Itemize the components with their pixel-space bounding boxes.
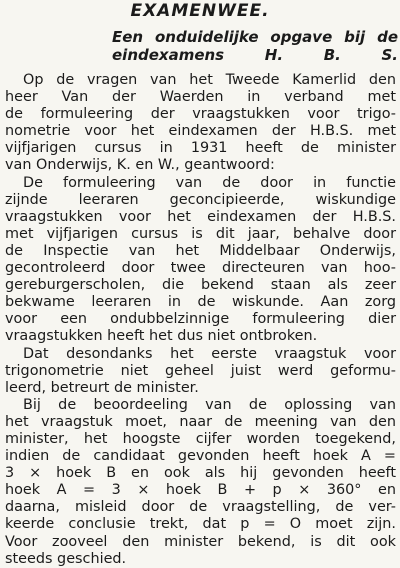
article-line: hoek A = 3 × hoek B + p × 360° en — [5, 482, 396, 499]
article-line: steeds geschied. — [5, 550, 127, 567]
article-line: daarna, misleid door de vraagstelling, de ver- — [5, 499, 396, 516]
article-line: zijnde leeraren geconcipieerde, wiskundige — [5, 191, 396, 208]
article-line: vraagstukken heeft het dus niet ontbroken. — [5, 328, 318, 345]
article-line: het vraagstuk moet, naar de meening van den — [5, 413, 396, 430]
subheading-line: eindexamens H. B. S. — [112, 46, 398, 64]
article-line: Op de vragen van het Tweede Kamerlid den — [23, 72, 396, 88]
article-line: vraagstukken voor het eindexamen der H.B.S. — [5, 208, 396, 225]
article-line: de Inspectie van het Middelbaar Onderwijs, — [5, 242, 396, 259]
article-line: vijfjarigen cursus in 1931 heeft de minister — [5, 140, 396, 157]
article-subheading — [112, 28, 398, 64]
subheading-line: Een onduidelijke opgave bij de — [112, 28, 398, 46]
article-line: leerd, betreurt de minister. — [5, 379, 199, 396]
article-line: heer Van der Waerden in verband met — [5, 89, 396, 106]
article-line: bekwame leeraren in de wiskunde. Aan zorg — [5, 294, 396, 311]
article-body — [5, 72, 396, 568]
article-line: gereburgerscholen, die bekend staan als zeer — [5, 277, 396, 294]
article-line: voor een ondubbelzinnige formuleering dier — [5, 311, 396, 328]
article-line: met vijfjarigen cursus is dit jaar, behalve door — [5, 225, 396, 242]
article-heading: EXAMENWEE. — [130, 1, 270, 21]
article-line: 3 × hoek B en ook als hij gevonden heeft — [5, 465, 396, 482]
article-line: keerde conclusie trekt, dat p = O moet zijn. — [5, 516, 396, 533]
article-line: Bij de beoordeeling van de oplossing van — [23, 396, 396, 413]
article-line: de formuleering der vraagstukken voor trigo- — [5, 106, 396, 123]
article-line: De formuleering van de door in functie — [23, 174, 396, 191]
article-line: van Onderwijs, K. en W., geantwoord: — [5, 157, 275, 174]
article-line: minister, het hoogste cijfer worden toegekend, — [5, 430, 396, 447]
article-line: Voor zooveel den minister bekend, is dit ook — [5, 533, 396, 550]
article-line: indien de candidaat gevonden heeft hoek A = — [5, 448, 396, 465]
article-line: gecontroleerd door twee directeuren van hoo- — [5, 260, 396, 277]
article-line: trigonometrie niet geheel juist werd geformu- — [5, 362, 396, 379]
article-line: Dat desondanks het eerste vraagstuk voor — [23, 345, 396, 362]
article-line: nometrie voor het eindexamen der H.B.S. met — [5, 123, 396, 140]
